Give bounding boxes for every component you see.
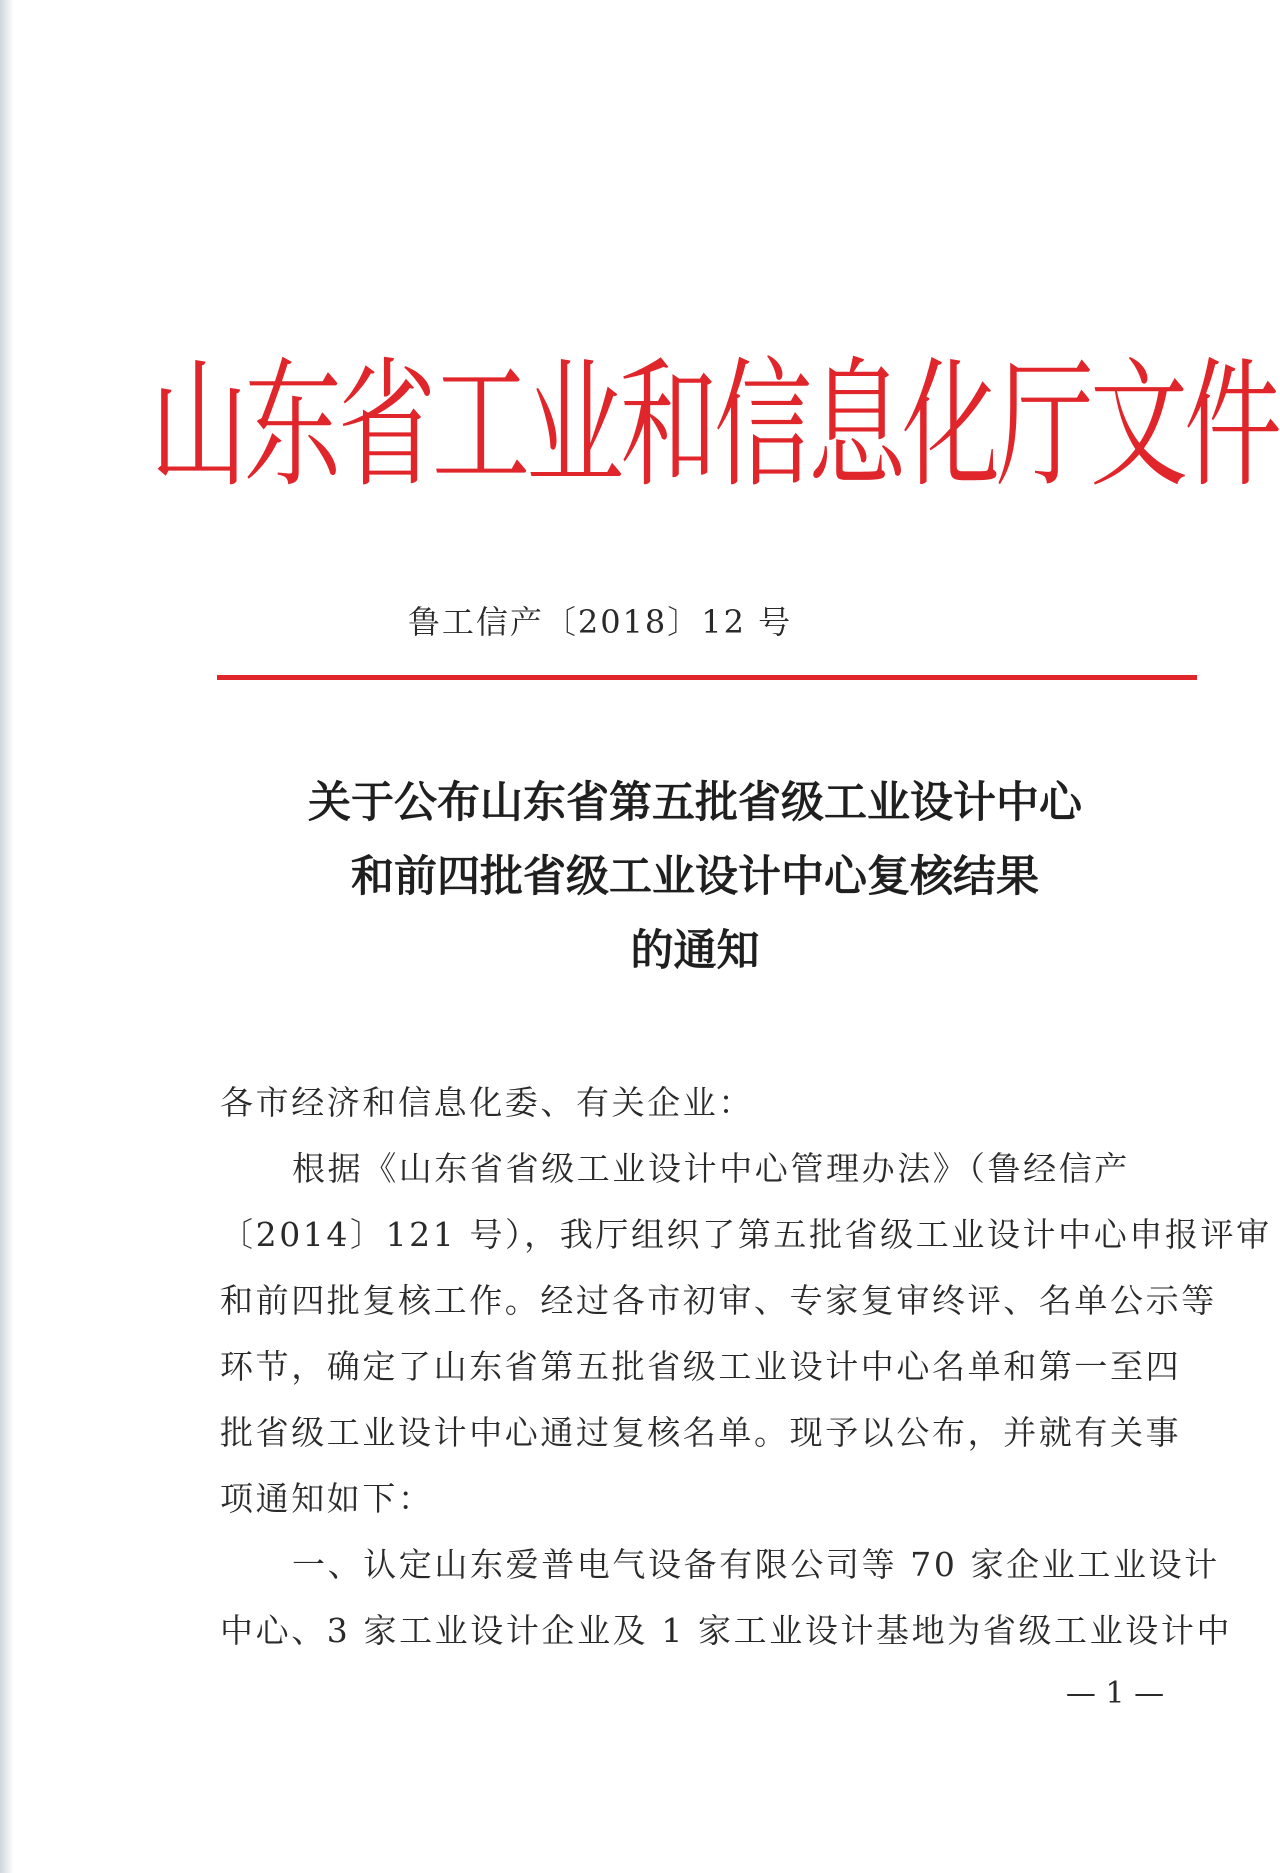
body-line-5: 批省级工业设计中心通过复核名单。现予以公布，并就有关事 — [220, 1413, 1182, 1452]
body-line-7: 一、认定山东爱普电气设备有限公司等 70 家企业工业设计 — [292, 1545, 1220, 1584]
notice-title — [150, 766, 1240, 988]
body-line-2: 〔2014〕121 号），我厅组织了第五批省级工业设计中心申报评审 — [220, 1215, 1272, 1254]
body-line-8: 中心、3 家工业设计企业及 1 家工业设计基地为省级工业设计中 — [220, 1611, 1233, 1650]
notice-title-line-1: 关于公布山东省第五批省级工业设计中心 — [308, 778, 1082, 828]
document-number: 鲁工信产〔2018〕12 号 — [407, 603, 793, 641]
notice-title-line-3: 的通知 — [630, 926, 760, 976]
body-line-4: 环节，确定了山东省第五批省级工业设计中心名单和第一至四 — [220, 1347, 1182, 1386]
body-line-1: 根据《山东省省级工业设计中心管理办法》（鲁经信产 — [292, 1149, 1130, 1188]
notice-body — [220, 1070, 1272, 1664]
masthead-title: 山东省工业和信息化厅文件 — [150, 345, 1279, 508]
page-number: — 1 — — [1065, 1676, 1165, 1711]
body-line-6: 项通知如下： — [220, 1479, 434, 1518]
red-divider-line — [217, 675, 1197, 680]
salutation: 各市经济和信息化委、有关企业： — [220, 1083, 754, 1122]
notice-title-line-2: 和前四批省级工业设计中心复核结果 — [351, 852, 1039, 902]
body-line-3: 和前四批复核工作。经过各市初审、专家复审终评、名单公示等 — [220, 1281, 1217, 1320]
